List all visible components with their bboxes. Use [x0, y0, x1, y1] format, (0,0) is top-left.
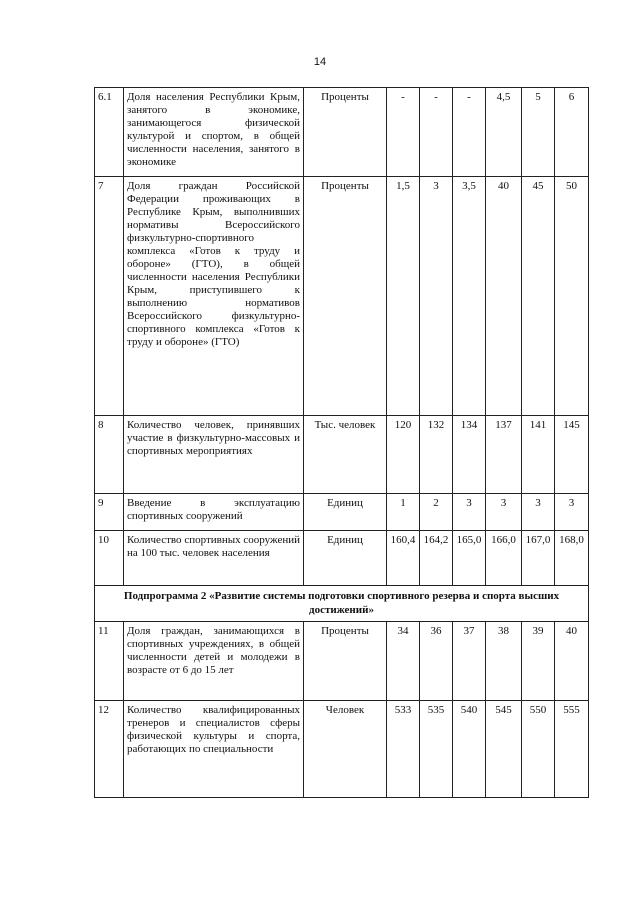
- value-cell: 545: [486, 701, 522, 798]
- value-cell: 540: [453, 701, 486, 798]
- value-cell: 165,0: [453, 531, 486, 586]
- value-cell: 5: [522, 88, 555, 177]
- value-cell: 555: [555, 701, 589, 798]
- unit-cell: Тыс. человек: [304, 416, 387, 494]
- value-cell: -: [453, 88, 486, 177]
- unit-cell: Проценты: [304, 177, 387, 416]
- value-cell: 3,5: [453, 177, 486, 416]
- value-cell: 134: [453, 416, 486, 494]
- row-number: 10: [95, 531, 124, 586]
- value-cell: 3: [522, 494, 555, 531]
- indicators-table: [94, 87, 589, 798]
- value-cell: 120: [387, 416, 420, 494]
- value-cell: 45: [522, 177, 555, 416]
- value-cell: 535: [420, 701, 453, 798]
- page-number: 14: [313, 56, 327, 68]
- indicator-name: Количество человек, принявших участие в физкультурно-массовых и спортивных мероприятиях: [124, 416, 304, 494]
- value-cell: 2: [420, 494, 453, 531]
- value-cell: 168,0: [555, 531, 589, 586]
- row-number: 12: [95, 701, 124, 798]
- value-cell: 141: [522, 416, 555, 494]
- value-cell: 4,5: [486, 88, 522, 177]
- value-cell: 160,4: [387, 531, 420, 586]
- indicator-name: Доля населения Республики Крым, занятого в экономике, занимающегося физической культурой и спортом, в общей численности населения, занятого в экономике: [124, 88, 304, 177]
- value-cell: 34: [387, 622, 420, 701]
- value-cell: 40: [486, 177, 522, 416]
- row-number: 9: [95, 494, 124, 531]
- table-row: [95, 88, 589, 177]
- value-cell: 50: [555, 177, 589, 416]
- value-cell: 38: [486, 622, 522, 701]
- value-cell: 1: [387, 494, 420, 531]
- unit-cell: Единиц: [304, 531, 387, 586]
- value-cell: 145: [555, 416, 589, 494]
- value-cell: 40: [555, 622, 589, 701]
- unit-cell: Единиц: [304, 494, 387, 531]
- unit-cell: Проценты: [304, 88, 387, 177]
- value-cell: -: [420, 88, 453, 177]
- value-cell: 37: [453, 622, 486, 701]
- subprogram-row: [95, 586, 589, 622]
- unit-cell: Проценты: [304, 622, 387, 701]
- value-cell: 550: [522, 701, 555, 798]
- unit-cell: Человек: [304, 701, 387, 798]
- value-cell: 39: [522, 622, 555, 701]
- indicator-name: Количество квалифицированных тренеров и специалистов сферы физической культуры и спорта, работающих по специальности: [124, 701, 304, 798]
- value-cell: 3: [420, 177, 453, 416]
- indicator-name: Доля граждан, занимающихся в спортивных учреждениях, в общей численности детей и молодежи в возрасте от 6 до 15 лет: [124, 622, 304, 701]
- value-cell: 3: [453, 494, 486, 531]
- value-cell: 36: [420, 622, 453, 701]
- table-row: [95, 622, 589, 701]
- value-cell: 166,0: [486, 531, 522, 586]
- value-cell: 533: [387, 701, 420, 798]
- row-number: 8: [95, 416, 124, 494]
- table-row: [95, 177, 589, 416]
- table-row: [95, 531, 589, 586]
- value-cell: 137: [486, 416, 522, 494]
- subprogram-title: Подпрограмма 2 «Развитие системы подготовки спортивного резерва и спорта высших достижений»: [95, 586, 589, 622]
- table-row: [95, 701, 589, 798]
- row-number: 7: [95, 177, 124, 416]
- value-cell: 164,2: [420, 531, 453, 586]
- row-number: 6.1: [95, 88, 124, 177]
- value-cell: -: [387, 88, 420, 177]
- value-cell: 132: [420, 416, 453, 494]
- value-cell: 3: [555, 494, 589, 531]
- table-row: [95, 494, 589, 531]
- row-number: 11: [95, 622, 124, 701]
- value-cell: 6: [555, 88, 589, 177]
- indicator-name: Количество спортивных сооружений на 100 тыс. человек населения: [124, 531, 304, 586]
- value-cell: 3: [486, 494, 522, 531]
- value-cell: 167,0: [522, 531, 555, 586]
- value-cell: 1,5: [387, 177, 420, 416]
- indicator-name: Введение в эксплуатацию спортивных сооружений: [124, 494, 304, 531]
- table-row: [95, 416, 589, 494]
- indicator-name: Доля граждан Российской Федерации проживающих в Республике Крым, выполнивших нормативы Всероссийского физкультурно-спортивного комплекса «Готов к труду и обороне» (ГТО), в общей численности населения Республики Крым, приступившего к выполнению нормативов Всероссийского физкультурно-спортивного комплекса «Готов к труду и обороне» (ГТО): [124, 177, 304, 416]
